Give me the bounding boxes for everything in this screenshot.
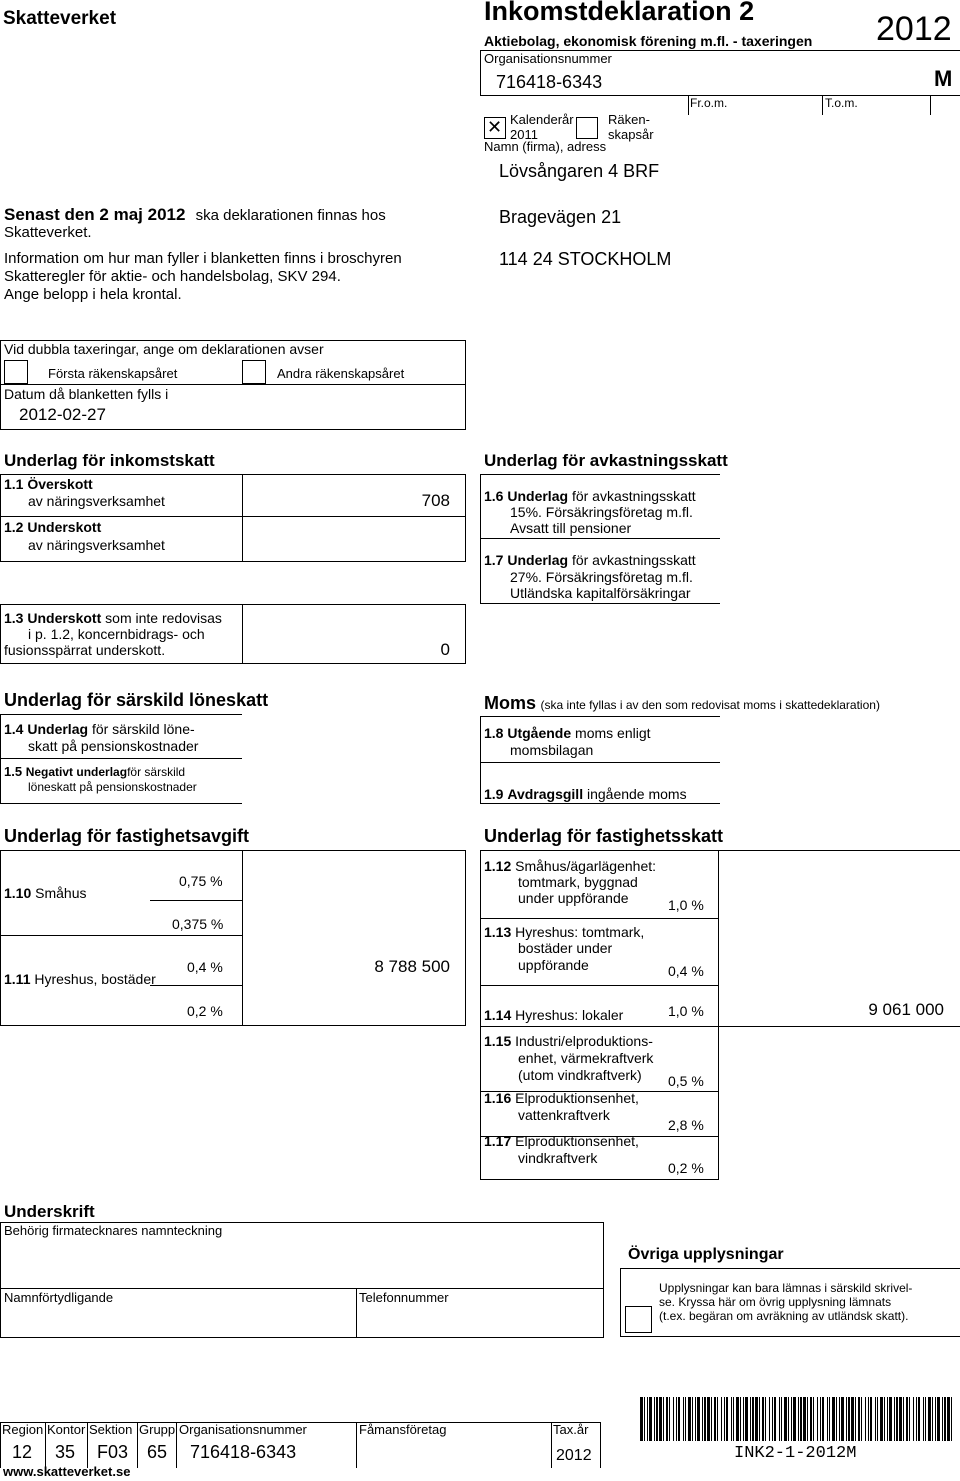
- row-1-4-title: Underlag: [27, 721, 89, 737]
- row-1-14: [484, 1007, 623, 1023]
- property-fee-box: [0, 850, 466, 1026]
- row-1-1-title: Överskott: [27, 476, 93, 492]
- double-tax-title: Vid dubbla taxeringar, ange om deklarationen avser: [4, 341, 324, 357]
- row-1-8-number: 1.8: [484, 725, 504, 741]
- footer-org-label: Organisationsnummer: [179, 1422, 307, 1437]
- row-1-6-rest: för avkastningsskatt: [571, 488, 696, 504]
- row-1-6-title: Underlag: [507, 488, 569, 504]
- row-1-3-title: Underskott: [27, 610, 102, 626]
- vat-section-title: Moms: [484, 693, 537, 713]
- date-value: 2012-02-27: [19, 405, 106, 424]
- second-fiscal-year-label: Andra räkenskapsåret: [277, 366, 405, 381]
- row-1-5-title: Negativt underlag: [25, 765, 128, 779]
- signature-name-divider: [356, 1288, 357, 1338]
- row-1-13-rate: 0,4 %: [668, 963, 704, 979]
- row-1-4-number: 1.4: [4, 721, 24, 737]
- row-1-9-number: 1.9: [484, 786, 504, 802]
- rate-04: 0,4 %: [187, 959, 223, 975]
- row-1-9-rest: ingående moms: [586, 786, 687, 802]
- date-label: Datum då blanketten fylls i: [4, 386, 169, 402]
- row-1-14-value: 9 061 000: [868, 1000, 944, 1019]
- row-1-15-number: 1.15: [484, 1033, 512, 1049]
- row-1-16: [484, 1090, 639, 1106]
- row-1-5-rest: för särskild: [127, 765, 186, 779]
- row-1-9-title: Avdragsgill: [507, 786, 584, 802]
- footer-divider-1: [45, 1422, 46, 1468]
- row-1-4-rest: för särskild löne-: [91, 721, 195, 737]
- row-1-2-number: 1.2: [4, 519, 24, 535]
- row-1-8-title: Utgående: [507, 725, 572, 741]
- info-line-1: Information om hur man fyller i blanketten finns i broschyren: [4, 250, 402, 267]
- deadline-rest: ska deklarationen finnas hos: [195, 207, 386, 224]
- income-section-title: Underlag för inkomstskatt: [4, 451, 215, 470]
- footer-kontor-value: 35: [55, 1442, 76, 1462]
- footer-sektion-label: Sektion: [89, 1422, 133, 1437]
- income-1-3-divider: [242, 604, 243, 664]
- pt-row-divider-3: [480, 1026, 960, 1027]
- yield-divider-2: [480, 603, 720, 604]
- footer-sektion-value: F03: [97, 1442, 129, 1462]
- footer-tax-year-label: Tax.år: [553, 1422, 589, 1437]
- row-1-7-title: Underlag: [507, 552, 569, 568]
- row-1-3-number: 1.3: [4, 610, 24, 626]
- row-1-12-rate: 1,0 %: [668, 897, 704, 913]
- fiscal-year-label-1: Räken-: [608, 112, 650, 127]
- row-1-10-number: 1.10: [4, 885, 32, 901]
- row-1-13: [484, 924, 644, 940]
- fiscal-year-checkbox[interactable]: [576, 117, 598, 139]
- name-label: Namn (firma), adress: [484, 139, 607, 154]
- company-street: Bragevägen 21: [499, 207, 622, 227]
- footer-divider-4: [176, 1422, 177, 1468]
- row-1-2: [4, 519, 101, 535]
- footer-famans-label: Fåmansföretag: [359, 1422, 447, 1437]
- row-1-1-sub: av näringsverksamhet: [28, 493, 165, 509]
- row-1-15-label-2: enhet, värmekraftverk: [518, 1050, 654, 1066]
- row-1-16-label-1: Elproduktionsenhet,: [515, 1090, 639, 1106]
- payroll-section-title: Underlag för särskild löneskatt: [4, 690, 269, 710]
- double-tax-divider: [0, 384, 466, 385]
- footer-divider-3: [137, 1422, 138, 1468]
- yield-section-title: Underlag för avkastningsskatt: [484, 451, 728, 470]
- row-1-15-label-3: (utom vindkraftverk): [518, 1067, 642, 1083]
- row-1-6-number: 1.6: [484, 488, 504, 504]
- yield-divider-1: [480, 538, 720, 539]
- row-1-17-rate: 0,2 %: [668, 1160, 704, 1176]
- row-1-12-label-1: Småhus/ägarlägenhet:: [515, 858, 657, 874]
- signature-box: [0, 1222, 604, 1338]
- row-1-9: [484, 786, 687, 802]
- other-info-bottom-line: [620, 1336, 960, 1337]
- vat-divider: [480, 762, 720, 763]
- row-1-3-rest: som inte redovisas: [105, 610, 222, 626]
- rate-divider-2: [150, 985, 242, 986]
- row-1-7: [484, 552, 696, 568]
- vat-title-line: [484, 693, 880, 714]
- row-1-17-label-2: vindkraftverk: [518, 1150, 598, 1166]
- to-date-label: T.o.m.: [825, 96, 858, 110]
- phone-label[interactable]: Telefonnummer: [359, 1290, 449, 1305]
- barcode-text: INK2-1-2012M: [734, 1444, 857, 1463]
- other-info-text-3: (t.ex. begäran om avräkning av utländsk skatt).: [659, 1309, 909, 1323]
- calendar-year-checkbox[interactable]: [484, 117, 506, 139]
- pt-row-divider-1: [480, 918, 718, 919]
- signature-label[interactable]: Behörig firmatecknares namnteckning: [4, 1223, 223, 1238]
- row-1-1-value: 708: [421, 491, 450, 510]
- footer-divider-6: [551, 1422, 552, 1468]
- row-1-7-rest: för avkastningsskatt: [571, 552, 696, 568]
- row-1-3-sub-2: fusionsspärrat underskott.: [4, 642, 166, 658]
- footer-grupp-label: Grupp: [139, 1422, 176, 1437]
- other-info-top-line: [620, 1268, 960, 1269]
- row-1-6: [484, 488, 696, 504]
- property-tax-title: Underlag för fastighetsskatt: [484, 826, 724, 846]
- footer-tax-year-value: 2012: [556, 1447, 592, 1464]
- property-tax-divider: [718, 850, 719, 1180]
- row-1-7-sub-1: 27%. Försäkringsföretag m.fl.: [510, 569, 693, 585]
- row-1-8-rest: moms enligt: [575, 725, 651, 741]
- row-1-11-value: 8 788 500: [374, 957, 450, 976]
- property-fee-divider: [242, 850, 243, 1026]
- row-1-17-number: 1.17: [484, 1133, 512, 1149]
- footer-divider-0: [0, 1422, 1, 1468]
- deadline-line-2: Skatteverket.: [4, 224, 92, 241]
- rate-075: 0,75 %: [179, 873, 223, 889]
- first-fiscal-year-checkbox[interactable]: [4, 360, 28, 384]
- footer-kontor-label: Kontor: [47, 1422, 86, 1437]
- from-date-label: Fr.o.m.: [690, 96, 728, 110]
- rate-02: 0,2 %: [187, 1003, 223, 1019]
- row-1-16-label-2: vattenkraftverk: [518, 1107, 610, 1123]
- row-1-13-label-3: uppförande: [518, 957, 589, 973]
- row-1-5-sub: löneskatt på pensionskostnader: [28, 780, 197, 794]
- row-1-12-label-3: under uppförande: [518, 890, 629, 906]
- property-fee-row-divider: [0, 935, 242, 936]
- vat-note: (ska inte fyllas i av den som redovisat moms i skattedeklaration): [540, 698, 880, 712]
- row-1-4-sub: skatt på pensionskostnader: [28, 738, 199, 754]
- row-1-10: [4, 885, 87, 901]
- row-1-16-number: 1.16: [484, 1090, 512, 1106]
- agency-name: Skatteverket: [3, 8, 117, 29]
- form-title: Inkomstdeklaration 2: [484, 0, 755, 26]
- row-1-12-number: 1.12: [484, 858, 512, 874]
- website-link[interactable]: www.skatteverket.se: [3, 1464, 131, 1479]
- footer-org-value: 716418-6343: [190, 1442, 297, 1462]
- row-1-1: [4, 476, 93, 492]
- row-1-6-sub-2: Avsatt till pensioner: [510, 520, 632, 536]
- footer-divider-2: [87, 1422, 88, 1468]
- row-1-5-number: 1.5: [4, 764, 23, 779]
- fiscal-year-label-2: skapsår: [608, 127, 654, 142]
- period-divider-1: [688, 95, 689, 115]
- other-info-text-1: Upplysningar kan bara lämnas i särskild skrivel-: [659, 1281, 913, 1295]
- info-line-3: Ange belopp i hela krontal.: [4, 286, 182, 303]
- other-info-title: Övriga upplysningar: [628, 1246, 784, 1263]
- other-info-text-2: se. Kryssa här om övrig upplysning lämnats: [659, 1295, 892, 1309]
- rate-0375: 0,375 %: [172, 916, 224, 932]
- form-letter: M: [934, 66, 953, 91]
- form-subtitle: Aktiebolag, ekonomisk förening m.fl. - taxeringen: [484, 33, 813, 49]
- second-fiscal-year-checkbox[interactable]: [242, 360, 266, 384]
- org-number-value: 716418-6343: [496, 72, 603, 92]
- row-1-11-label: Hyreshus, bostäder: [34, 971, 156, 987]
- row-1-16-rate: 2,8 %: [668, 1117, 704, 1133]
- row-1-14-rate: 1,0 %: [668, 1003, 704, 1019]
- payroll-divider: [0, 758, 242, 759]
- footer-region-label: Region: [2, 1422, 44, 1437]
- barcode-icon: [640, 1397, 956, 1443]
- row-1-14-label: Hyreshus: lokaler: [515, 1007, 624, 1023]
- row-1-13-label-1: Hyreshus: tomtmark,: [515, 924, 645, 940]
- deadline-text: [4, 205, 386, 225]
- row-1-13-number: 1.13: [484, 924, 512, 940]
- row-1-15: [484, 1033, 653, 1049]
- row-1-1-number: 1.1: [4, 476, 24, 492]
- row-1-8-sub: momsbilagan: [510, 742, 594, 758]
- row-1-7-number: 1.7: [484, 552, 504, 568]
- row-1-15-label-1: Industri/elproduktions-: [515, 1033, 653, 1049]
- signature-divider: [0, 1288, 604, 1289]
- row-1-6-sub-1: 15%. Försäkringsföretag m.fl.: [510, 504, 693, 520]
- row-1-12-label-2: tomtmark, byggnad: [518, 874, 638, 890]
- rate-divider-1: [150, 900, 242, 901]
- pt-row-divider-6: [480, 1179, 718, 1180]
- row-1-4: [4, 721, 195, 737]
- row-1-3-value: 0: [440, 640, 450, 659]
- footer-grupp-value: 65: [147, 1442, 168, 1462]
- row-1-15-rate: 0,5 %: [668, 1073, 704, 1089]
- period-divider-3: [930, 95, 931, 115]
- other-info-left-line: [620, 1268, 621, 1336]
- info-line-2: Skatteregler för aktie- och handelsbolag, SKV 294.: [4, 268, 341, 285]
- row-1-5: [4, 765, 185, 780]
- name-clarification-label[interactable]: Namnförtydligande: [4, 1290, 114, 1305]
- row-1-14-number: 1.14: [484, 1007, 512, 1023]
- other-info-checkbox[interactable]: [625, 1306, 652, 1333]
- row-1-2-title: Underskott: [27, 519, 102, 535]
- checkmark-icon: ✕: [487, 117, 503, 137]
- first-fiscal-year-label: Första räkenskapsåret: [48, 366, 178, 381]
- income-divider: [0, 516, 466, 517]
- row-1-10-label: Småhus: [35, 885, 87, 901]
- row-1-11-number: 1.11: [4, 971, 31, 987]
- property-fee-title: Underlag för fastighetsavgift: [4, 826, 250, 846]
- calendar-year-label: Kalenderår: [510, 112, 574, 127]
- row-1-7-sub-2: Utländska kapitalförsäkringar: [510, 585, 691, 601]
- period-divider-2: [822, 95, 823, 115]
- row-1-3: [4, 610, 222, 626]
- calendar-year-value: 2011: [510, 127, 538, 142]
- row-1-17: [484, 1133, 639, 1149]
- row-1-11: [4, 971, 156, 987]
- row-1-17-label-1: Elproduktionsenhet,: [515, 1133, 639, 1149]
- deadline-date: Senast den 2 maj 2012: [4, 205, 186, 224]
- row-1-13-label-2: bostäder under: [518, 940, 613, 956]
- form-year: 2012: [876, 10, 952, 48]
- row-1-8: [484, 725, 651, 741]
- income-value-divider: [242, 474, 243, 562]
- footer-region-value: 12: [12, 1442, 33, 1462]
- footer-divider-7: [600, 1422, 601, 1468]
- signature-title: Underskrift: [4, 1202, 95, 1221]
- company-name: Lövsångaren 4 BRF: [499, 161, 660, 181]
- pt-row-divider-2: [480, 985, 718, 986]
- footer-divider-5: [356, 1422, 357, 1468]
- row-1-2-sub: av näringsverksamhet: [28, 537, 165, 553]
- org-number-label: Organisationsnummer: [484, 51, 612, 66]
- company-city: 114 24 STOCKHOLM: [499, 249, 672, 269]
- row-1-12: [484, 858, 656, 874]
- row-1-3-sub-1: i p. 1.2, koncernbidrags- och: [28, 626, 205, 642]
